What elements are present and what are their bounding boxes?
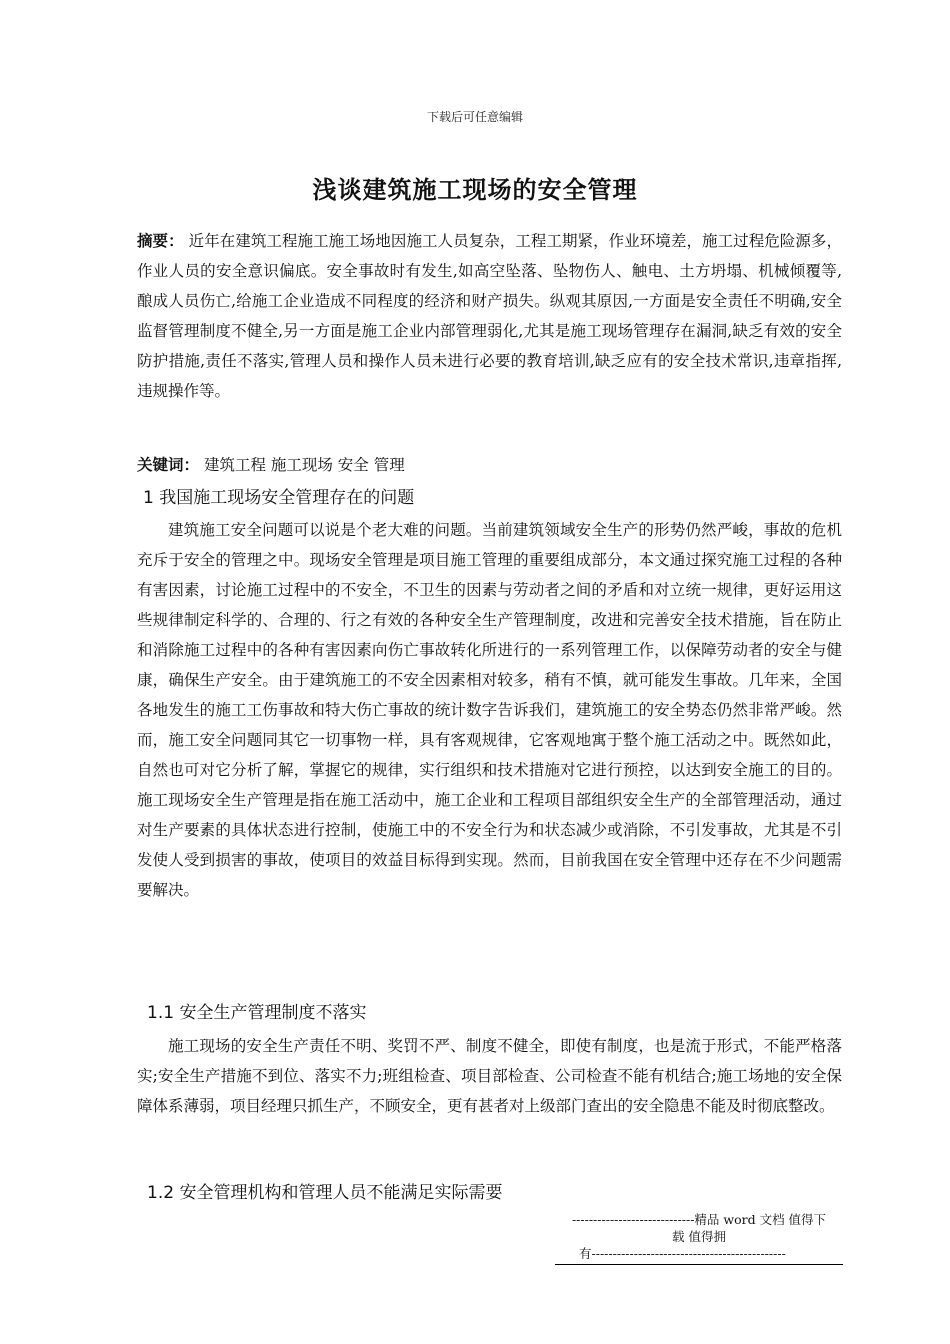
- footer-line-3: 有----------------------------------------------: [579, 1246, 786, 1261]
- section-1-1-heading: 1.1 安全生产管理制度不落实: [147, 1003, 367, 1023]
- header-note: 下载后可任意编辑: [426, 110, 523, 124]
- abstract-paragraph: [137, 226, 842, 406]
- abstract-text: 近年在建筑工程施工施工场地因施工人员复杂，工程工期紧，作业环境差，施工过程危险源多，作业人员的安全意识偏底。安全事故时有发生,如高空坠落、坠物伤人、触电、土方坍塌、机械倾覆等,酿成人员伤亡,给施工企业造成不同程度的经济和财产损失。纵观其原因,一方面是安全责任不明确,安全监督管理制度不健全,另一方面是施工企业内部管理弱化,尤其是施工现场管理存在漏洞,缺乏有效的安全防护措施,责任不落实,管理人员和操作人员未进行必要的教育培训,缺乏应有的安全技术常识,违章指挥,违规操作等。: [137, 232, 842, 400]
- section-1-paragraph: 建筑施工安全问题可以说是个老大难的问题。当前建筑领域安全生产的形势仍然严峻，事故的危机充斥于安全的管理之中。现场安全管理是项目施工管理的重要组成部分，本文通过探究施工过程的各种有害因素，讨论施工过程中的不安全，不卫生的因素与劳动者之间的矛盾和对立统一规律，更好运用这些规律制定科学的、合理的、行之有效的各种安全生产管理制度，改进和完善安全技术措施，旨在防止和消除施工过程中的各种有害因素向伤亡事故转化所进行的一系列管理工作，以保障劳动者的安全与健康，确保生产安全。由于建筑施工的不安全因素相对较多，稍有不慎，就可能发生事故。几年来，全国各地发生的施工工伤事故和特大伤亡事故的统计数字告诉我们，建筑施工的安全势态仍然非常严峻。然而，施工安全问题同其它一切事物一样，具有客观规律，它客观地寓于整个施工活动之中。既然如此，自然也可对它分析了解，掌握它的规律，实行组织和技术措施对它进行预控，以达到安全施工的目的。施工现场安全生产管理是指在施工活动中，施工企业和工程项目部组织安全生产的全部管理活动，通过对生产要素的具体状态进行控制，使施工中的不安全行为和状态减少或消除，不引发事故，尤其是不引发使人受到损害的事故，使项目的效益目标得到实现。然而，目前我国在安全管理中还存在不少问题需要解决。: [137, 521, 842, 899]
- keywords-label: 关键词：: [137, 456, 200, 474]
- section-1-2-heading: 1.2 安全管理机构和管理人员不能满足实际需要: [147, 1183, 503, 1203]
- footer-line-1: -----------------------------精品 word 文档 值得下: [571, 1212, 827, 1227]
- abstract-label: 摘要：: [137, 232, 184, 250]
- section-1-1-paragraph: 施工现场的安全生产责任不明、奖罚不严、制度不健全，即使有制度，也是流于形式，不能严格落实;安全生产措施不到位、落实不力;班组检查、项目部检查、公司检查不能有机结合;施工场地的安全保障体系薄弱，项目经理只抓生产，不顾安全，更有甚者对上级部门查出的安全隐患不能及时彻底整改。: [137, 1037, 842, 1115]
- keywords-text: 建筑工程 施工现场 安全 管理: [199, 456, 405, 474]
- keywords-line: [137, 450, 405, 480]
- footer-line-2: 载 值得拥: [672, 1229, 726, 1244]
- footer-watermark: [555, 1211, 843, 1265]
- document-title: 浅谈建筑施工现场的安全管理: [312, 176, 638, 204]
- section-1-heading: 1 我国施工现场安全管理存在的问题: [143, 488, 415, 508]
